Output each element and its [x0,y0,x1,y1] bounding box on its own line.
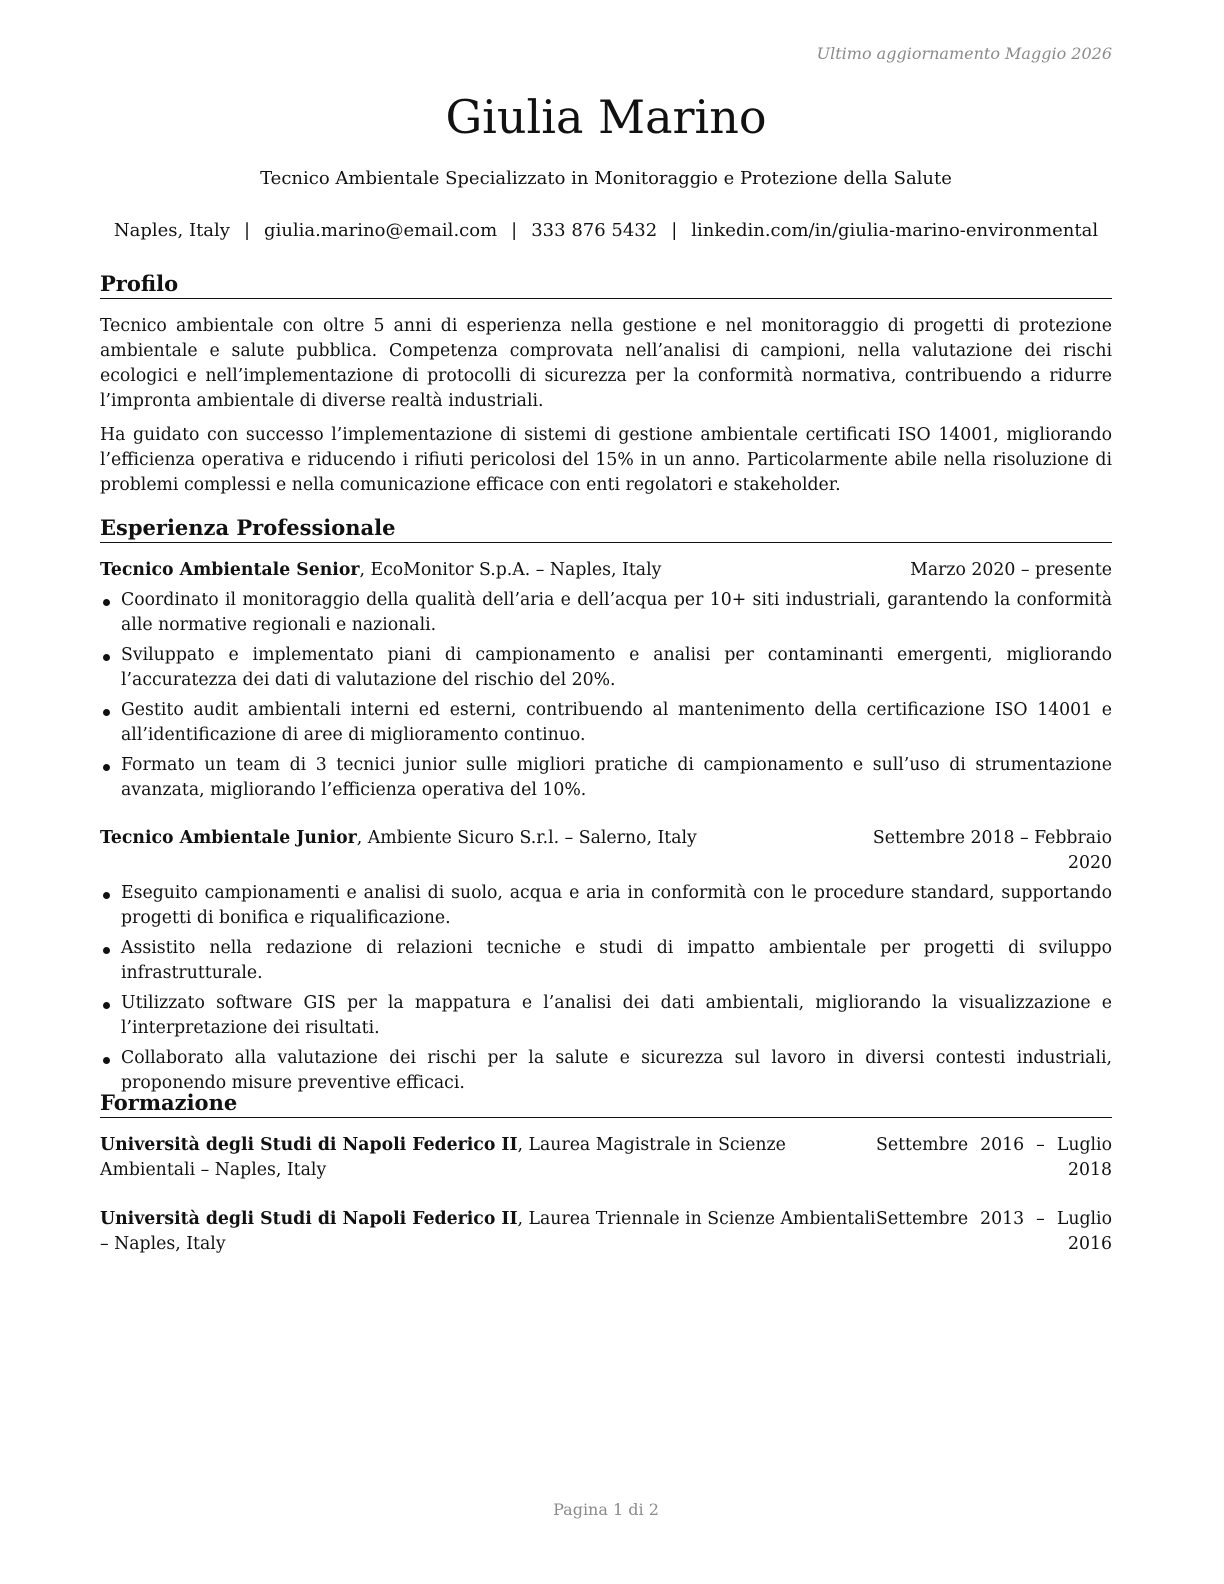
contact-separator: | [671,220,678,241]
list-item [100,881,1112,931]
bullet-icon [103,599,110,606]
contact-phone[interactable]: 333 876 5432 [531,220,658,241]
bullet-icon [103,709,110,716]
last-updated: Ultimo aggiornamento Maggio 2026 [816,44,1112,63]
job-role: Tecnico Ambientale Senior [100,560,360,580]
contact-separator: | [243,220,251,241]
contact-line [100,219,1112,243]
bullet-text: Gestito audit ambientali interni ed esterni, contribuendo al mantenimento della certificazione ISO 14001 e all’identificazione di aree di miglioramento continuo. [121,700,1112,745]
education-detail: , Laurea Magistrale in Scienze Ambientali – Naples, Italy [100,1135,786,1180]
section-title-education: Formazione [100,1089,1112,1118]
candidate-name: Giulia Marino [445,90,767,144]
resume-page [100,0,1112,1584]
bullet-text: Coordinato il monitoraggio della qualità dell’aria e dell’acqua per 10+ siti industriali, garantendo la conformità alle normative regionali e nazionali. [121,590,1112,635]
bullet-icon [103,1002,110,1009]
bullet-icon [103,1057,110,1064]
job-header [100,826,1112,876]
bullet-text: Sviluppato e implementato piani di campionamento e analisi per contaminanti emergenti, migliorando l’accuratezza dei dati di valutazione del rischio del 20%. [121,645,1112,690]
education-item [100,1133,1112,1183]
job-bullets [100,881,1112,1101]
section-title-profile: Profilo [100,270,1112,299]
profile-paragraph: Tecnico ambientale con oltre 5 anni di esperienza nella gestione e nel monitoraggio di progetti di protezione ambientale e salute pubblica. Competenza comprovata nell’analisi di campioni, nella valutazione dei rischi ecologici e nell’implementazione di protocolli di sicurezza per la conformità normativa, contribuendo a ridurre l’impronta ambientale di diverse realtà industriali. [100,316,1112,411]
bullet-text: Formato un team di 3 tecnici junior sulle migliori pratiche di campionamento e sull’uso di strumentazione avanzata, migliorando l’efficienza operativa del 10%. [121,755,1112,800]
bullet-icon [103,654,110,661]
list-item [100,753,1112,803]
education-school: Università degli Studi di Napoli Federico II [100,1135,518,1155]
list-item [100,991,1112,1041]
list-item [100,698,1112,748]
education-item [100,1207,1112,1257]
bullet-icon [103,947,110,954]
bullet-text: Utilizzato software GIS per la mappatura e l’analisi dei dati ambientali, migliorando la visualizzazione e l’interpretazione dei risultati. [121,993,1112,1038]
list-item [100,936,1112,986]
job-header [100,558,1112,583]
job-bullets [100,588,1112,808]
contact-location: Naples, Italy [113,220,230,241]
job-dates: Settembre 2018 – Febbraio 2020 [872,828,1112,873]
education-detail: , Laurea Triennale in Scienze Ambientali – Naples, Italy [100,1209,876,1254]
contact-separator: | [511,220,518,241]
education-dates: Settembre 2016 – Luglio 2018 [876,1135,1112,1180]
contact-linkedin[interactable]: linkedin.com/in/giulia-marino-environmental [691,220,1099,241]
bullet-text: Collaborato alla valutazione dei rischi per la salute e sicurezza sul lavoro in diversi contesti industriali, proponendo misure preventive efficaci. [121,1048,1112,1093]
page-number: Pagina 1 di 2 [553,1500,659,1519]
list-item [100,588,1112,638]
section-title-experience: Esperienza Professionale [100,514,1112,543]
bullet-icon [103,764,110,771]
job-company: , EcoMonitor S.p.A. – Naples, Italy [359,560,662,580]
job-role: Tecnico Ambientale Junior [100,828,357,848]
bullet-text: Eseguito campionamenti e analisi di suolo, acqua e aria in conformità con le procedure standard, supportando progetti di bonifica e riqualificazione. [121,883,1112,928]
education-dates: Settembre 2013 – Luglio 2016 [876,1209,1112,1254]
list-item [100,643,1112,693]
bullet-text: Assistito nella redazione di relazioni tecniche e studi di impatto ambientale per progetti di sviluppo infrastrutturale. [121,938,1112,983]
contact-email[interactable]: giulia.marino@email.com [264,220,498,241]
job-company: , Ambiente Sicuro S.r.l. – Salerno, Italy [356,828,697,848]
job-dates: Marzo 2020 – presente [910,560,1112,580]
bullet-icon [103,892,110,899]
education-school: Università degli Studi di Napoli Federico II [100,1209,518,1229]
profile-paragraph: Ha guidato con successo l’implementazione di sistemi di gestione ambientale certificati ISO 14001, migliorando l’efficienza operativa e riducendo i rifiuti pericolosi del 15% in un anno. Particolarmente abile nella risoluzione di problemi complessi e nella comunicazione efficace con enti regolatori e stakeholder. [100,425,1112,495]
headline: Tecnico Ambientale Specializzato in Monitoraggio e Protezione della Salute [260,168,952,189]
